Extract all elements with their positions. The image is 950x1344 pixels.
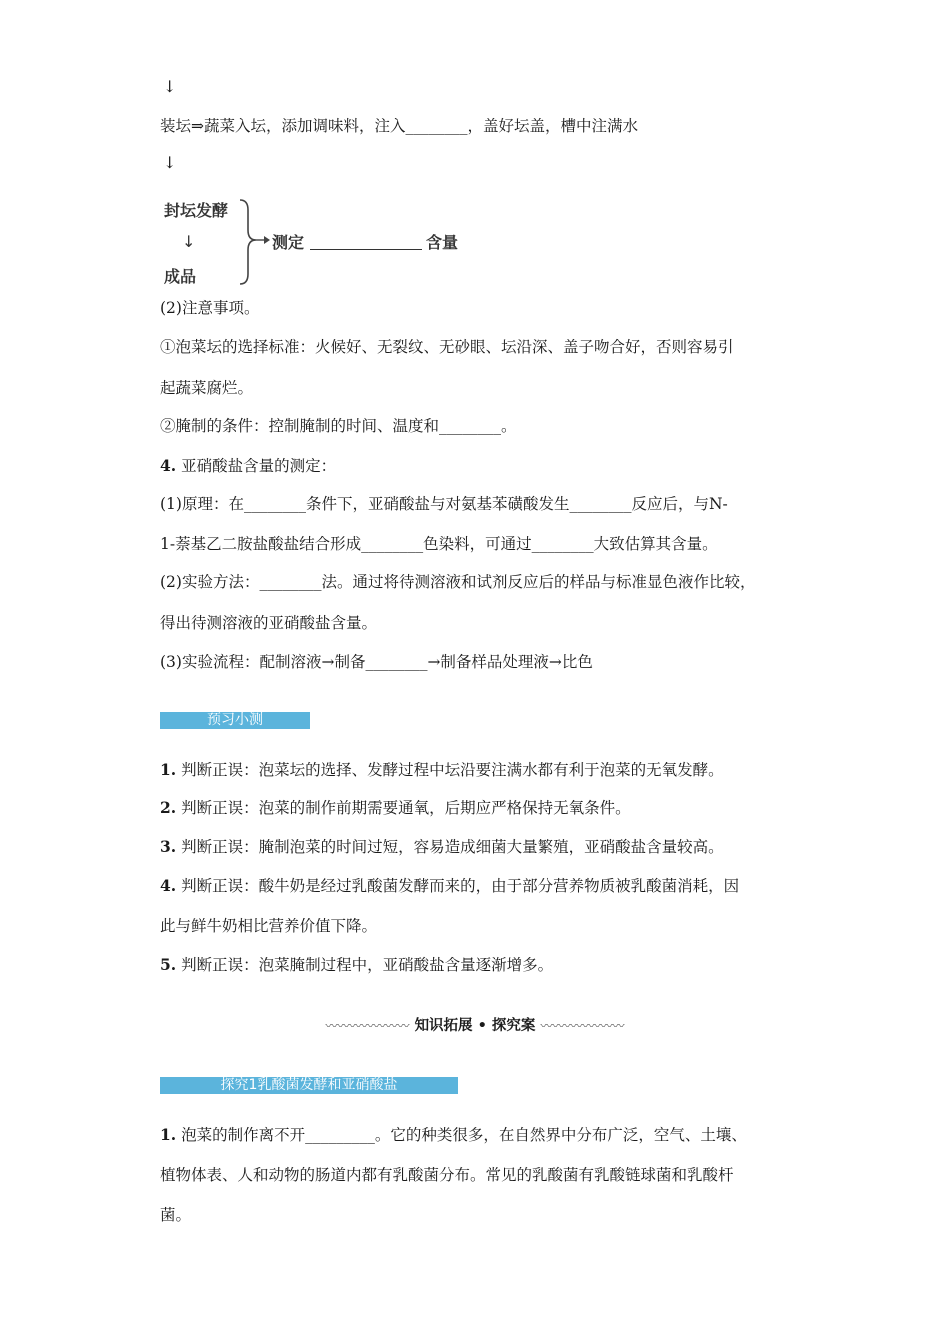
notes-item1-line1: ①泡菜坛的选择标准：火候好、无裂纹、无砂眼、坛沿深、盖子吻合好，否则容易引: [160, 338, 734, 356]
preview-item-5: [160, 955, 553, 975]
explore-banner: 探究1乳酸菌发酵和亚硝酸盐: [160, 1077, 458, 1094]
section4-title: 亚硝酸盐含量的测定：: [181, 457, 337, 475]
preview-item-text: 判断正误：酸牛奶是经过乳酸菌发酵而来的，由于部分营养物质被乳酸菌消耗，因: [181, 877, 740, 895]
brace-icon: [234, 196, 274, 288]
preview-item-number: 1.: [160, 760, 177, 779]
principle-line2: 1-萘基乙二胺盐酸盐结合形成________色染料，可通过________大致估算其含量。: [160, 535, 718, 553]
preview-item-text: 此与鲜牛奶相比营养价值下降。: [160, 917, 378, 935]
product-label: 成品: [164, 267, 197, 286]
divider-title: 知识拓展 • 探究案: [414, 1018, 536, 1034]
notes-heading: (2)注意事项。: [160, 299, 260, 317]
notes-item2: ②腌制的条件：控制腌制的时间、温度和________。: [160, 417, 517, 435]
method-line1: (2)实验方法：________法。通过将待测溶液和试剂反应后的样品与标准显色液作比较，: [160, 573, 756, 591]
flow-line: (3)实验流程：配制溶液→制备________→制备样品处理液→比色: [160, 653, 593, 671]
notes-item1-line2: 起蔬菜腐烂。: [160, 379, 254, 397]
preview-item-4: [160, 876, 739, 896]
preview-item-text: 判断正误：腌制泡菜的时间过短，容易造成细菌大量繁殖，亚硝酸盐含量较高。: [181, 838, 724, 856]
preview-item-text: 判断正误：泡菜腌制过程中，亚硝酸盐含量逐渐增多。: [181, 956, 554, 974]
section4-heading: [160, 456, 336, 476]
seal-fermentation-label: 封坛发酵: [164, 201, 229, 220]
measure-blank: [310, 249, 422, 250]
divider-right-waves: 〰〰〰〰〰〰〰: [540, 1019, 625, 1033]
preview-item-number: 4.: [160, 876, 177, 895]
down-arrow-1: ↓: [163, 77, 177, 96]
measure-prefix: 测定: [272, 233, 305, 252]
preview-item-2: [160, 798, 631, 818]
zhuangtan-step: 装坛⇒蔬菜入坛，添加调味料，注入________，盖好坛盖，槽中注满水: [160, 117, 638, 135]
section4-number: 4.: [160, 456, 177, 475]
preview-banner: 预习小测: [160, 712, 310, 729]
preview-item-number: 2.: [160, 798, 177, 817]
preview-item-number: 3.: [160, 837, 177, 856]
explore-number: 1.: [160, 1125, 177, 1144]
fermentation-flow-diagram: [162, 196, 472, 288]
explore-line3: 菌。: [160, 1206, 192, 1224]
explore-line2: 植物体表、人和动物的肠道内都有乳酸菌分布。常见的乳酸菌有乳酸链球菌和乳酸杆: [160, 1166, 734, 1184]
diagram-down-arrow: ↓: [182, 232, 196, 251]
preview-item-text: 判断正误：泡菜坛的选择、发酵过程中坛沿要注满水都有利于泡菜的无氧发酵。: [181, 761, 724, 779]
explore-line1: [160, 1125, 747, 1145]
section-divider: [300, 1014, 650, 1035]
preview-item-4-cont: [160, 916, 377, 936]
principle-line1: (1)原理：在________条件下，亚硝酸盐与对氨基苯磺酸发生________反应后，与N-: [160, 495, 728, 513]
down-arrow-2: ↓: [163, 153, 177, 172]
explore-text: 泡菜的制作离不开_________。它的种类很多，在自然界中分布广泛，空气、土壤、: [181, 1126, 747, 1144]
preview-item-number: 5.: [160, 955, 177, 974]
method-line2: 得出待测溶液的亚硝酸盐含量。: [160, 614, 378, 632]
preview-item-3: [160, 837, 724, 857]
measure-suffix: 含量: [426, 233, 459, 252]
divider-left-waves: 〰〰〰〰〰〰〰: [325, 1019, 410, 1033]
preview-item-text: 判断正误：泡菜的制作前期需要通氧，后期应严格保持无氧条件。: [181, 799, 631, 817]
preview-item-1: [160, 760, 724, 780]
